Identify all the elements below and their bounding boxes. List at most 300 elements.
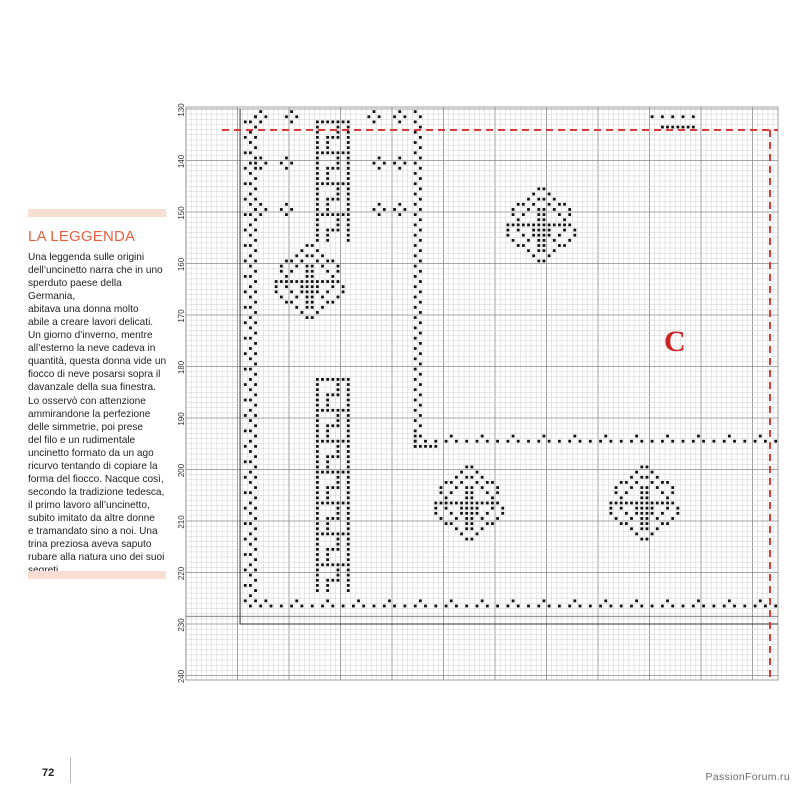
- stitch: [419, 373, 422, 376]
- stitch: [331, 378, 334, 381]
- stitch: [326, 440, 329, 443]
- stitch: [455, 486, 458, 489]
- stitch: [326, 203, 329, 206]
- stitch: [676, 512, 679, 515]
- stitch: [414, 275, 417, 278]
- stitch: [620, 496, 623, 499]
- stitch: [450, 502, 453, 505]
- stitch: [347, 229, 350, 232]
- stitch: [326, 558, 329, 561]
- stitch: [347, 414, 350, 417]
- legend-line: Un giorno d’inverno, mentre: [28, 330, 153, 342]
- stitch: [244, 569, 247, 572]
- stitch: [646, 466, 649, 469]
- stitch: [692, 440, 695, 443]
- stitch: [630, 486, 633, 489]
- stitch: [337, 409, 340, 412]
- stitch: [249, 368, 252, 371]
- stitch: [244, 136, 247, 139]
- stitch: [414, 368, 417, 371]
- stitch: [537, 198, 540, 201]
- stitch: [311, 316, 314, 319]
- stitch: [414, 162, 417, 165]
- stitch: [470, 507, 473, 510]
- stitch: [666, 507, 669, 510]
- stitch: [306, 306, 309, 309]
- stitch: [486, 502, 489, 505]
- stitch: [455, 605, 458, 608]
- stitch: [532, 203, 535, 206]
- stitch: [347, 491, 350, 494]
- stitch: [630, 517, 633, 520]
- stitch: [249, 388, 252, 391]
- stitch: [347, 471, 350, 474]
- stitch: [285, 203, 288, 206]
- stitch: [321, 182, 324, 185]
- stitch: [337, 476, 340, 479]
- stitch: [254, 126, 257, 129]
- stitch: [651, 512, 654, 515]
- stitch: [326, 527, 329, 530]
- stitch: [280, 280, 283, 283]
- stitch: [347, 517, 350, 520]
- stitch: [326, 496, 329, 499]
- stitch: [656, 476, 659, 479]
- stitch: [620, 481, 623, 484]
- stitch: [496, 491, 499, 494]
- stitch: [337, 424, 340, 427]
- stitch: [301, 290, 304, 293]
- stitch: [264, 208, 267, 211]
- stitch: [548, 254, 551, 257]
- stitch: [290, 260, 293, 263]
- stitch: [347, 502, 350, 505]
- stitch: [326, 466, 329, 469]
- stitch: [553, 224, 556, 227]
- stitch: [244, 460, 247, 463]
- stitch: [347, 378, 350, 381]
- stitch: [254, 167, 257, 170]
- stitch: [337, 270, 340, 273]
- stitch: [259, 121, 262, 124]
- stitch: [249, 265, 252, 268]
- stitch: [352, 605, 355, 608]
- stitch: [254, 342, 257, 345]
- stitch: [337, 543, 340, 546]
- stitch: [280, 296, 283, 299]
- stitch: [347, 224, 350, 227]
- stitch: [419, 126, 422, 129]
- stitch: [465, 538, 468, 541]
- stitch: [244, 306, 247, 309]
- stitch: [414, 254, 417, 257]
- stitch: [316, 409, 319, 412]
- stitch: [254, 435, 257, 438]
- stitch: [414, 224, 417, 227]
- stitch: [337, 481, 340, 484]
- stitch: [687, 126, 690, 129]
- stitch: [254, 579, 257, 582]
- stitch: [522, 234, 525, 237]
- stitch: [254, 249, 257, 252]
- stitch: [635, 502, 638, 505]
- stitch: [640, 496, 643, 499]
- stitch: [331, 182, 334, 185]
- stitch: [347, 430, 350, 433]
- stitch: [249, 357, 252, 360]
- stitch: [774, 605, 777, 608]
- stitch: [290, 301, 293, 304]
- stitch: [316, 167, 319, 170]
- stitch: [326, 579, 329, 582]
- stitch: [254, 455, 257, 458]
- stitch: [579, 605, 582, 608]
- stitch: [337, 445, 340, 448]
- stitch: [311, 290, 314, 293]
- stitch: [244, 445, 247, 448]
- legend-line: delle simmetrie, poi prese: [28, 421, 144, 433]
- stitch: [661, 605, 664, 608]
- stitch: [249, 224, 252, 227]
- stitch: [347, 522, 350, 525]
- stitch: [543, 249, 546, 252]
- stitch: [347, 399, 350, 402]
- stitch: [347, 481, 350, 484]
- stitch: [604, 599, 607, 602]
- stitch: [301, 311, 304, 314]
- stitch: [316, 187, 319, 190]
- stitch: [414, 213, 417, 216]
- stitch: [331, 280, 334, 283]
- stitch: [316, 121, 319, 124]
- stitch: [249, 430, 252, 433]
- stitch: [450, 491, 453, 494]
- stitch: [326, 208, 329, 211]
- stitch: [419, 218, 422, 221]
- stitch: [347, 445, 350, 448]
- stitch: [676, 126, 679, 129]
- stitch: [543, 198, 546, 201]
- stitch: [501, 507, 504, 510]
- stitch: [692, 605, 695, 608]
- stitch: [604, 435, 607, 438]
- stitch: [316, 172, 319, 175]
- stitch: [460, 512, 463, 515]
- stitch: [733, 440, 736, 443]
- stitch: [419, 239, 422, 242]
- stitch: [321, 378, 324, 381]
- stitch: [326, 260, 329, 263]
- stitch: [543, 234, 546, 237]
- stitch: [342, 563, 345, 566]
- stitch: [414, 430, 417, 433]
- stitch: [295, 115, 298, 118]
- stitch: [316, 584, 319, 587]
- stitch: [254, 496, 257, 499]
- stitch: [537, 208, 540, 211]
- stitch: [393, 115, 396, 118]
- stitch: [671, 126, 674, 129]
- stitch: [661, 522, 664, 525]
- stitch: [548, 234, 551, 237]
- legend-line: fiocco di neve posarsi sopra il: [28, 369, 161, 381]
- stitch: [640, 507, 643, 510]
- stitch: [671, 605, 674, 608]
- stitch: [548, 203, 551, 206]
- stitch: [249, 481, 252, 484]
- stitch: [445, 496, 448, 499]
- stitch: [311, 285, 314, 288]
- stitch: [295, 280, 298, 283]
- stitch: [316, 440, 319, 443]
- stitch: [316, 393, 319, 396]
- stitch: [558, 213, 561, 216]
- stitch: [337, 563, 340, 566]
- stitch: [316, 538, 319, 541]
- stitch: [321, 254, 324, 257]
- stitch: [331, 198, 334, 201]
- stitch: [347, 424, 350, 427]
- stitch: [316, 533, 319, 536]
- stitch: [331, 440, 334, 443]
- stitch: [311, 301, 314, 304]
- stitch: [522, 203, 525, 206]
- stitch: [671, 440, 674, 443]
- stitch: [249, 337, 252, 340]
- stitch: [285, 167, 288, 170]
- stitch: [651, 115, 654, 118]
- stitch: [558, 605, 561, 608]
- stitch: [347, 193, 350, 196]
- stitch: [357, 599, 360, 602]
- stitch: [398, 203, 401, 206]
- stitch: [465, 517, 468, 520]
- stitch: [764, 440, 767, 443]
- stitch: [326, 378, 329, 381]
- stitch: [316, 445, 319, 448]
- stitch: [254, 136, 257, 139]
- stitch: [496, 517, 499, 520]
- stitch: [326, 146, 329, 149]
- legend-line: dell’uncinetto narra che in uno: [28, 265, 163, 277]
- stitch: [316, 234, 319, 237]
- stitch: [373, 121, 376, 124]
- stitch: [543, 244, 546, 247]
- stitch: [640, 527, 643, 530]
- stitch: [625, 491, 628, 494]
- stitch: [342, 151, 345, 154]
- stitch: [573, 229, 576, 232]
- stitch: [671, 517, 674, 520]
- stitch: [326, 301, 329, 304]
- stitch: [326, 121, 329, 124]
- stitch: [640, 538, 643, 541]
- stitch: [316, 455, 319, 458]
- page-number: 72: [42, 767, 55, 779]
- stitch: [713, 440, 716, 443]
- stitch: [337, 574, 340, 577]
- stitch: [733, 605, 736, 608]
- stitch: [337, 229, 340, 232]
- stitch: [419, 290, 422, 293]
- stitch: [651, 440, 654, 443]
- stitch: [347, 146, 350, 149]
- stitch: [537, 244, 540, 247]
- stitch: [347, 239, 350, 242]
- stitch: [501, 512, 504, 515]
- stitch: [331, 563, 334, 566]
- stitch: [249, 306, 252, 309]
- stitch: [326, 553, 329, 556]
- stitch: [610, 605, 613, 608]
- stitch: [290, 110, 293, 113]
- stitch: [326, 177, 329, 180]
- stitch: [285, 260, 288, 263]
- stitch: [270, 605, 273, 608]
- stitch: [610, 512, 613, 515]
- stitch: [445, 605, 448, 608]
- stitch: [450, 435, 453, 438]
- stitch: [249, 234, 252, 237]
- stitch: [347, 553, 350, 556]
- stitch: [666, 496, 669, 499]
- stitch: [759, 599, 762, 602]
- legend-line: trina preziosa aveva saputo: [28, 539, 152, 551]
- stitch: [254, 290, 257, 293]
- stitch: [316, 527, 319, 530]
- stitch: [419, 599, 422, 602]
- stitch: [486, 481, 489, 484]
- stitch: [615, 486, 618, 489]
- stitch: [419, 229, 422, 232]
- stitch: [615, 491, 618, 494]
- stitch: [491, 502, 494, 505]
- stitch: [414, 193, 417, 196]
- row-label: 190: [177, 412, 186, 426]
- stitch: [249, 471, 252, 474]
- stitch: [316, 198, 319, 201]
- stitch: [337, 224, 340, 227]
- stitch: [316, 404, 319, 407]
- stitch: [754, 605, 757, 608]
- stitch: [337, 548, 340, 551]
- stitch: [326, 460, 329, 463]
- stitch: [326, 522, 329, 525]
- stitch: [635, 481, 638, 484]
- stitch: [311, 296, 314, 299]
- row-label: 180: [177, 360, 186, 375]
- stitch: [244, 244, 247, 247]
- stitch: [496, 502, 499, 505]
- stitch: [316, 126, 319, 129]
- stitch: [326, 455, 329, 458]
- stitch: [434, 445, 437, 448]
- stitch: [620, 605, 623, 608]
- stitch: [254, 321, 257, 324]
- stitch: [512, 239, 515, 242]
- stitch: [476, 440, 479, 443]
- stitch: [774, 440, 777, 443]
- stitch: [254, 198, 257, 201]
- stitch: [316, 208, 319, 211]
- stitch: [321, 440, 324, 443]
- stitch: [316, 460, 319, 463]
- stitch: [460, 481, 463, 484]
- stitch: [419, 157, 422, 160]
- stitch: [311, 280, 314, 283]
- stitch: [254, 373, 257, 376]
- stitch: [244, 337, 247, 340]
- legend-line: abitava una donna molto: [28, 304, 139, 316]
- stitch: [337, 187, 340, 190]
- chart-grid: [186, 107, 778, 680]
- stitch: [264, 599, 267, 602]
- stitch: [290, 605, 293, 608]
- stitch: [728, 599, 731, 602]
- stitch: [419, 424, 422, 427]
- stitch: [285, 280, 288, 283]
- stitch: [563, 244, 566, 247]
- stitch: [378, 115, 381, 118]
- stitch: [316, 502, 319, 505]
- stitch: [326, 548, 329, 551]
- stitch: [316, 383, 319, 386]
- stitch: [635, 533, 638, 536]
- stitch: [249, 254, 252, 257]
- stitch: [522, 224, 525, 227]
- stitch: [311, 265, 314, 268]
- stitch: [249, 203, 252, 206]
- stitch: [342, 378, 345, 381]
- stitch: [254, 599, 257, 602]
- stitch: [656, 502, 659, 505]
- stitch: [393, 605, 396, 608]
- stitch: [316, 496, 319, 499]
- stitch: [321, 471, 324, 474]
- stitch: [301, 249, 304, 252]
- stitch: [254, 352, 257, 355]
- stitch: [244, 414, 247, 417]
- stitch: [316, 239, 319, 242]
- stitch: [414, 234, 417, 237]
- stitch: [285, 275, 288, 278]
- stitch: [465, 491, 468, 494]
- stitch: [254, 538, 257, 541]
- stitch: [470, 522, 473, 525]
- stitch: [347, 383, 350, 386]
- stitch: [512, 599, 515, 602]
- stitch: [651, 605, 654, 608]
- legend-line: secondo la tradizione tedesca,: [28, 486, 165, 498]
- stitch: [419, 146, 422, 149]
- stitch: [743, 440, 746, 443]
- stitch: [244, 167, 247, 170]
- stitch: [460, 502, 463, 505]
- stitch: [249, 574, 252, 577]
- legend-line: uncinetto formato da un ago: [28, 447, 154, 459]
- stitch: [244, 553, 247, 556]
- legend-line: ricurvo tentando di copiare la: [28, 460, 158, 472]
- stitch: [342, 285, 345, 288]
- stitch: [414, 306, 417, 309]
- stitch: [337, 167, 340, 170]
- stitch: [316, 229, 319, 232]
- stitch: [342, 121, 345, 124]
- row-label: 130: [177, 103, 186, 117]
- stitch: [481, 476, 484, 479]
- stitch: [445, 502, 448, 505]
- stitch: [337, 512, 340, 515]
